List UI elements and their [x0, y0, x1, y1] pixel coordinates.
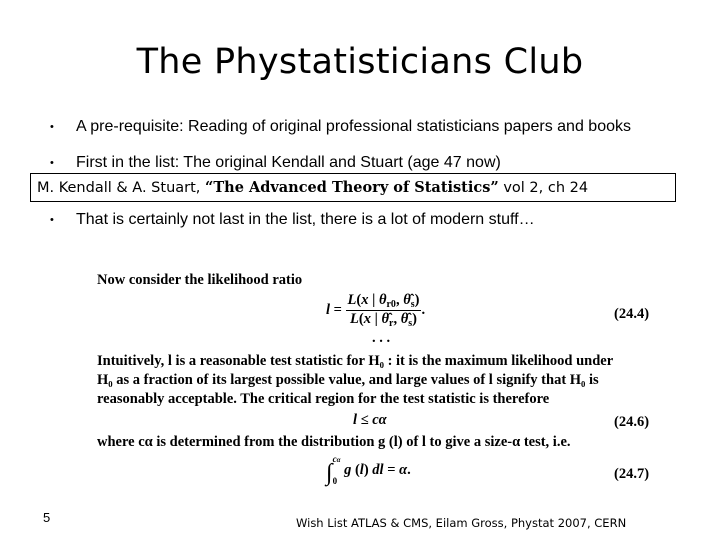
bullet-text: That is certainly not last in the list, there is a lot of modern stuff… [76, 211, 535, 228]
equation-number: (24.4) [614, 306, 650, 322]
reference-box [30, 173, 676, 202]
bullet-text: A pre-requisite: Reading of original professional statisticians papers and books [76, 118, 631, 135]
excerpt-paragraph-line: H₀ as a fraction of its largest possible value, and large values of l signify that H₀ is [97, 372, 599, 388]
bullet-dot: • [50, 214, 54, 226]
reference-detail: vol 2, ch 24 [503, 180, 589, 196]
reference-authors: M. Kendall & A. Stuart, [37, 180, 201, 196]
likelihood-ratio-equation: l = $\frac{L(x | \theta_{r0}, \thetâ_s)}{L(x | \thetâ_r, \thetâ_s)}$ . [326, 292, 426, 329]
excerpt-paragraph-line: Intuitively, l is a reasonable test statistic for H₀ : it is the maximum likelihood under [97, 353, 614, 369]
slide-title: The Phystatisticians Club [136, 42, 584, 82]
bullet-dot: • [50, 121, 54, 133]
excerpt-ellipsis: . . . [372, 330, 391, 346]
page-number: 5 [43, 510, 51, 525]
equation-number: (24.7) [614, 466, 650, 482]
reference-title: “The Advanced Theory of Statistics” [205, 179, 499, 196]
bullet-dot: • [50, 157, 54, 169]
slide-footer: Wish List ATLAS & CMS, Eilam Gross, Phystat 2007, CERN [296, 516, 627, 530]
critical-region-equation: l ≤ cα [353, 412, 387, 428]
excerpt-paragraph-line: reasonably acceptable. The critical region for the test statistic is therefore [97, 391, 550, 407]
excerpt-paragraph-line: where cα is determined from the distribution g (l) of l to give a size-α test, i.e. [97, 434, 571, 450]
book-excerpt-image [97, 266, 667, 496]
integral-equation: ∫ cα 0 g (l) dl = α. [326, 454, 411, 486]
bullet-text: First in the list: The original Kendall and Stuart (age 47 now) [76, 154, 501, 171]
excerpt-intro: Now consider the likelihood ratio [97, 272, 303, 288]
equation-number: (24.6) [614, 414, 650, 430]
